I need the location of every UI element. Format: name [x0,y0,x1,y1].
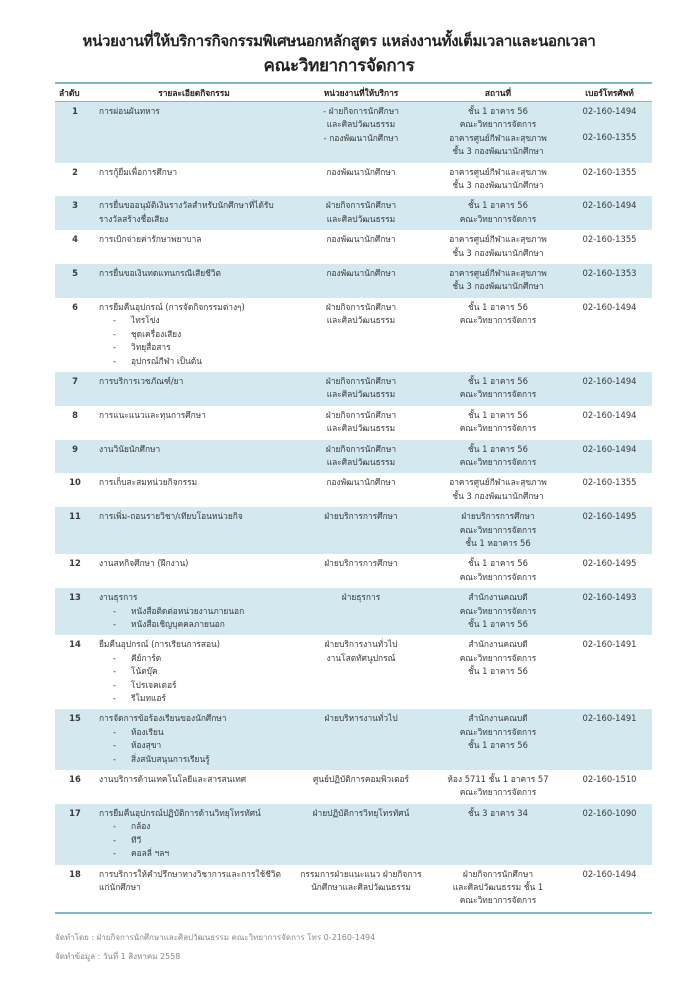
row-number [55,635,95,709]
place-text: อาคารศูนย์กีฬาและสุขภาพ [449,132,547,143]
phone-text: 02-160-1495 [582,511,637,522]
unit-text: - กองพัฒนานักศึกษา [323,132,399,143]
row-phone [567,635,652,709]
place-text: คณะวิทยาการจัดการ [459,524,537,535]
bullet-dash-icon: - [113,821,117,832]
page-subtitle: คณะวิทยาการจัดการ [263,56,415,76]
row-phone [567,865,652,913]
row-number-text: 18 [69,868,81,879]
row-place [429,406,567,440]
row-number [55,588,95,635]
bullet-dash-icon: - [113,726,117,737]
row-place [429,196,567,230]
detail-text: การเบิกจ่ายค่ารักษาพยาบาล [99,234,202,245]
bullet-dash-icon: - [113,652,117,663]
row-unit [293,163,429,197]
unit-text: และศิลปวัฒนธรรม [326,456,396,467]
unit-text: และศิลปวัฒนธรรม [326,119,396,130]
table-row [55,507,652,554]
spacer [571,118,648,131]
table-row [55,588,652,635]
detail-subitem-text: คอลลี่ ฯลฯ [131,848,170,859]
row-place [429,588,567,635]
unit-text: ฝ่ายธุรการ [341,592,381,603]
unit-text: กองพัฒนานักศึกษา [326,166,396,177]
detail-text: การยืมคืนอุปกรณ์ปฏิบัติการด้านวิทยุโทรทัศน์ [99,807,261,818]
detail-subitem [99,847,289,860]
row-detail [95,473,293,507]
row-place [429,709,567,770]
row-phone [567,507,652,554]
row-phone [567,554,652,588]
table-row [55,865,652,913]
detail-subitem-text: หนังสือติดต่อหน่วยงานภายนอก [131,605,245,616]
row-place [429,230,567,264]
table-header-row [55,83,652,102]
unit-text: กองพัฒนานักศึกษา [326,268,396,279]
header-place: สถานที่ [484,88,512,98]
row-unit [293,196,429,230]
phone-text: 02-160-1494 [582,200,637,211]
place-text: ห้อง 5711 ชั้น 1 อาคาร 57 [447,774,549,785]
detail-subitem [99,652,289,665]
place-text: อาคารศูนย์กีฬาและสุขภาพ [449,234,547,245]
row-phone [567,372,652,406]
row-unit [293,102,429,163]
detail-subitem [99,753,289,766]
services-table [55,82,652,914]
row-number [55,804,95,865]
row-number [55,102,95,163]
row-number-text: 15 [69,713,81,724]
row-detail [95,372,293,406]
detail-text: การผ่อนผันทหาร [99,106,160,116]
detail-subitem-text: ห้องเรียน [131,726,164,737]
unit-text: กรรมการฝ่ายแนะแนว ฝ่ายกิจการ [300,868,422,879]
detail-subitem [99,726,289,739]
detail-subitem-text: ทีวี [131,834,142,845]
place-text: ชั้น 3 กองพัฒนานักศึกษา [452,490,544,501]
unit-text: ฝ่ายปฏิบัติการวิทยุโทรทัศน์ [312,807,410,818]
place-text: อาคารศูนย์กีฬาและสุขภาพ [449,477,547,488]
detail-subitem-text: โน้ตบุ๊ค [131,666,158,677]
row-number [55,264,95,298]
table-row [55,102,652,163]
detail-text: การบริการเวชภัณฑ์/ยา [99,375,184,386]
place-text: ชั้น 1 อาคาร 56 [468,200,528,211]
detail-text: งานสหกิจศึกษา (ฝึกงาน) [99,558,189,569]
row-phone [567,770,652,804]
row-detail [95,102,293,163]
bullet-dash-icon: - [113,619,117,629]
row-phone [567,440,652,474]
row-detail [95,804,293,865]
bullet-dash-icon: - [113,342,117,353]
table-row [55,635,652,709]
row-detail [95,163,293,197]
detail-text: การยืมคืนอุปกรณ์ (การจัดกิจกรรมต่างๆ) [99,301,245,312]
header-no: ลำดับ [59,88,80,98]
detail-subitem-text: โปรเจคเตอร์ [131,679,177,690]
row-phone [567,230,652,264]
place-text: คณะวิทยาการจัดการ [459,119,537,130]
place-text: ฝ่ายกิจการนักศึกษา [462,868,534,879]
unit-text: - ฝ่ายกิจการนักศึกษา [323,106,399,116]
row-number [55,298,95,372]
unit-text: ฝ่ายบริหารงานทั่วไป [324,713,398,724]
place-text: อาคารศูนย์กีฬาและสุขภาพ [449,166,547,177]
place-text: ชั้น 1 อาคาร 56 [468,409,528,420]
row-place [429,298,567,372]
table-row [55,473,652,507]
place-text: ชั้น 1 อาคาร 56 [468,740,528,751]
detail-text: การยื่นขอเงินทดแทนกรณีเสียชีวิต [99,268,221,279]
phone-text: 02-160-1494 [582,375,637,386]
phone-text: 02-160-1090 [582,807,637,818]
row-unit [293,865,429,913]
unit-text: งานโสตทัศนูปกรณ์ [326,652,396,663]
table-row [55,298,652,372]
row-phone [567,196,652,230]
place-text: ชั้น 1 อาคาร 56 [468,443,528,454]
row-place [429,804,567,865]
row-place [429,770,567,804]
detail-subitem-text: วิทยุสื่อสาร [131,342,171,353]
row-unit [293,770,429,804]
row-number [55,554,95,588]
table-row [55,264,652,298]
detail-subitem [99,618,289,631]
phone-text: 02-160-1491 [582,639,637,650]
unit-text: ฝ่ายกิจการนักศึกษา [325,375,397,386]
unit-text: ฝ่ายบริการงานทั่วไป [324,639,398,650]
phone-text: 02-160-1495 [582,558,637,569]
header-phone: เบอร์โทรศัพท์ [585,88,634,98]
row-phone [567,406,652,440]
row-number [55,473,95,507]
bullet-dash-icon: - [113,666,117,677]
row-number-text: 16 [69,774,81,785]
row-place [429,163,567,197]
detail-subitem [99,665,289,678]
detail-text: งานบริการด้านเทคโนโลยีและสารสนเทศ [99,774,247,785]
table-row [55,196,652,230]
detail-text: การแนะแนวและทุนการศึกษา [99,409,206,420]
bullet-dash-icon: - [113,605,117,616]
row-phone [567,709,652,770]
detail-subitem [99,314,289,327]
row-detail [95,196,293,230]
place-text: คณะวิทยาการจัดการ [459,895,537,906]
row-unit [293,709,429,770]
phone-text: 02-160-1493 [582,592,637,603]
table-row [55,372,652,406]
row-place [429,865,567,913]
row-unit [293,588,429,635]
row-number-text: 8 [72,409,78,420]
unit-text: ฝ่ายกิจการนักศึกษา [325,200,397,211]
row-unit [293,554,429,588]
place-text: ชั้น 1 อาคาร 56 [468,558,528,569]
row-number-text: 2 [72,166,78,177]
detail-text: ยืมคืนอุปกรณ์ (การเรียนการสอน) [99,639,221,650]
row-detail [95,709,293,770]
row-number [55,440,95,474]
row-number [55,196,95,230]
row-place [429,102,567,163]
place-text: คณะวิทยาการจัดการ [459,213,537,224]
table-row [55,804,652,865]
phone-text: 02-160-1494 [582,106,637,116]
row-number [55,372,95,406]
unit-text: ฝ่ายกิจการนักศึกษา [325,409,397,420]
table-row [55,406,652,440]
phone-text: 02-160-1494 [582,409,637,420]
row-place [429,372,567,406]
place-text: คณะวิทยาการจัดการ [459,456,537,467]
row-unit [293,473,429,507]
bullet-dash-icon: - [113,315,117,326]
unit-text: ฝ่ายกิจการนักศึกษา [325,301,397,312]
row-detail [95,406,293,440]
phone-text: 02-160-1510 [582,774,637,785]
place-text: ชั้น 1 อาคาร 56 [468,301,528,312]
unit-text: กองพัฒนานักศึกษา [326,477,396,488]
row-unit [293,230,429,264]
row-number-text: 5 [72,268,78,279]
place-text: คณะวิทยาการจัดการ [459,726,537,737]
unit-text: ศูนย์ปฏิบัติการคอมพิวเตอร์ [312,774,410,785]
detail-subitem [99,341,289,354]
place-text: คณะวิทยาการจัดการ [459,315,537,326]
row-unit [293,507,429,554]
place-text: และศิลปวัฒนธรรม ชั้น 1 [452,881,544,892]
row-phone [567,588,652,635]
place-text: ชั้น 3 กองพัฒนานักศึกษา [452,247,544,258]
place-text: คณะวิทยาการจัดการ [459,652,537,663]
place-text: ชั้น 3 กองพัฒนานักศึกษา [452,281,544,292]
phone-text: 02-160-1355 [582,477,637,488]
detail-subitem-text: รีโมทแอร์ [131,693,166,704]
row-number-text: 10 [69,477,81,488]
phone-text: 02-160-1494 [582,301,637,312]
table-row [55,230,652,264]
row-unit [293,635,429,709]
row-number [55,770,95,804]
place-text: ชั้น 1 อาคาร 56 [468,619,528,629]
detail-subitem-text: หนังสือเชิญบุคคลภายนอก [131,619,225,629]
row-detail [95,507,293,554]
phone-text: 02-160-1353 [582,268,637,279]
row-place [429,507,567,554]
detail-subitem-text: กล้อง [131,821,151,832]
row-place [429,264,567,298]
row-number-text: 14 [69,639,81,650]
table-row [55,709,652,770]
unit-text: นักศึกษาและศิลปวัฒนธรรม [311,881,411,892]
phone-text: 02-160-1491 [582,713,637,724]
place-text: ชั้น 1 หอาคาร 56 [465,537,531,548]
detail-subitem-text: ไทรโข่ง [131,315,160,326]
header-unit: หน่วยงานที่ให้บริการ [323,88,399,98]
place-text: ชั้น 3 อาคาร 34 [468,807,528,818]
bullet-dash-icon: - [113,848,117,859]
row-number [55,230,95,264]
row-unit [293,264,429,298]
detail-text: การจัดการข้อร้องเรียนของนักศึกษา [99,713,227,724]
row-detail [95,635,293,709]
row-unit [293,406,429,440]
row-number-text: 12 [69,558,81,569]
row-detail [95,298,293,372]
detail-subitem-text: อุปกรณ์กีฬา เป็นต้น [131,355,202,366]
detail-text: การบริการให้คำปรึกษาทางวิชาการและการใช้ชีวิตแก่นักศึกษา [99,868,281,892]
detail-subitem [99,355,289,368]
page-title: หน่วยงานที่ให้บริการกิจกรรมพิเศษนอกหลักสูตร แหล่งงานทั้งเต็มเวลาและนอกเวลา [82,32,596,50]
unit-text: กองพัฒนานักศึกษา [326,234,396,245]
place-text: คณะวิทยาการจัดการ [459,389,537,400]
phone-text: 02-160-1494 [582,443,637,454]
row-place [429,440,567,474]
row-number-text: 17 [69,807,81,818]
row-unit [293,298,429,372]
bullet-dash-icon: - [113,328,117,339]
place-text: สำนักงานคณบดี [468,713,528,724]
unit-text: และศิลปวัฒนธรรม [326,213,396,224]
row-detail [95,264,293,298]
place-text: ชั้น 1 อาคาร 56 [468,106,528,116]
bullet-dash-icon: - [113,679,117,690]
table-row [55,770,652,804]
bullet-dash-icon: - [113,753,117,764]
detail-subitem [99,820,289,833]
detail-text: การเก็บสะสมหน่วยกิจกรรม [99,477,198,488]
row-number-text: 13 [69,592,81,603]
row-detail [95,554,293,588]
place-text: คณะวิทยาการจัดการ [459,787,537,798]
detail-subitem-text: ห้องสุขา [131,740,162,751]
detail-subitem [99,679,289,692]
detail-subitem [99,834,289,847]
unit-text: ฝ่ายบริการการศึกษา [324,558,398,569]
row-phone [567,264,652,298]
phone-text: 02-160-1494 [582,868,637,879]
unit-text: และศิลปวัฒนธรรม [326,423,396,434]
row-number-text: 1 [72,106,78,116]
row-phone [567,102,652,163]
bullet-dash-icon: - [113,693,117,704]
row-unit [293,372,429,406]
detail-text: การเพิ่ม-ถอนรายวิชา/เทียบโอนหน่วยกิจ [99,511,243,522]
row-place [429,635,567,709]
row-phone [567,473,652,507]
row-phone [567,163,652,197]
row-number-text: 9 [72,443,78,454]
place-text: คณะวิทยาการจัดการ [459,423,537,434]
place-text: ชั้น 3 กองพัฒนานักศึกษา [452,146,544,157]
row-unit [293,440,429,474]
unit-text: และศิลปวัฒนธรรม [326,389,396,400]
bullet-dash-icon: - [113,740,117,751]
table-row [55,440,652,474]
detail-subitem-text: คีย์การ์ด [131,652,162,663]
row-number [55,709,95,770]
row-place [429,473,567,507]
row-number-text: 11 [69,511,81,522]
detail-text: งานธุรการ [99,592,138,603]
bullet-dash-icon: - [113,355,117,366]
bullet-dash-icon: - [113,834,117,845]
detail-subitem-text: ชุดเครื่องเสียง [131,328,182,339]
table-row [55,554,652,588]
footer-data-date: จัดทำข้อมูล : วันที่ 1 สิงหาคม 2558 [55,951,181,961]
header-detail: รายละเอียดกิจกรรม [158,88,230,98]
row-phone [567,804,652,865]
place-text: ชั้น 1 อาคาร 56 [468,375,528,386]
detail-subitem [99,692,289,705]
place-text: สำนักงานคณบดี [468,639,528,650]
detail-subitem [99,739,289,752]
row-number [55,507,95,554]
row-detail [95,865,293,913]
row-phone [567,298,652,372]
row-number [55,865,95,913]
detail-text: งานวินัยนักศึกษา [99,443,161,454]
detail-text: การกู้ยืมเพื่อการศึกษา [99,166,178,177]
table-body [55,102,652,913]
detail-subitem [99,328,289,341]
phone-text: 02-160-1355 [582,234,637,245]
place-text: อาคารศูนย์กีฬาและสุขภาพ [449,268,547,279]
row-detail [95,230,293,264]
place-text: คณะวิทยาการจัดการ [459,571,537,582]
place-text: สำนักงานคณบดี [468,592,528,603]
row-unit [293,804,429,865]
row-number [55,163,95,197]
phone-text: 02-160-1355 [582,166,637,177]
table-row [55,163,652,197]
row-place [429,554,567,588]
place-text: ชั้น 3 กองพัฒนานักศึกษา [452,180,544,191]
unit-text: ฝ่ายกิจการนักศึกษา [325,443,397,454]
row-detail [95,770,293,804]
row-number [55,406,95,440]
unit-text: และศิลปวัฒนธรรม [326,315,396,326]
place-text: ฝ่ายบริการการศึกษา [461,511,535,522]
place-text: คณะวิทยาการจัดการ [459,605,537,616]
footer-prepared-by: จัดทำโดย : ฝ่ายกิจการนักศึกษาและศิลปวัฒนธรรม คณะวิทยาการจัดการ โทร 0-2160-1494 [55,932,376,942]
row-number-text: 4 [72,234,78,245]
phone-text: 02-160-1355 [582,132,637,143]
detail-text: การยื่นขออนุมัติเงินรางวัลสำหรับนักศึกษาที่ได้รับรางวัลสร้างชื่อเสียง [99,200,274,224]
place-text: ชั้น 1 อาคาร 56 [468,666,528,677]
detail-subitem-text: สิ่งสนับสนุนการเรียนรู้ [131,753,210,764]
row-number-text: 7 [72,375,78,386]
row-detail [95,588,293,635]
detail-subitem [99,605,289,618]
unit-text: ฝ่ายบริการการศึกษา [324,511,398,522]
row-number-text: 6 [72,301,78,312]
row-number-text: 3 [72,200,78,211]
row-detail [95,440,293,474]
